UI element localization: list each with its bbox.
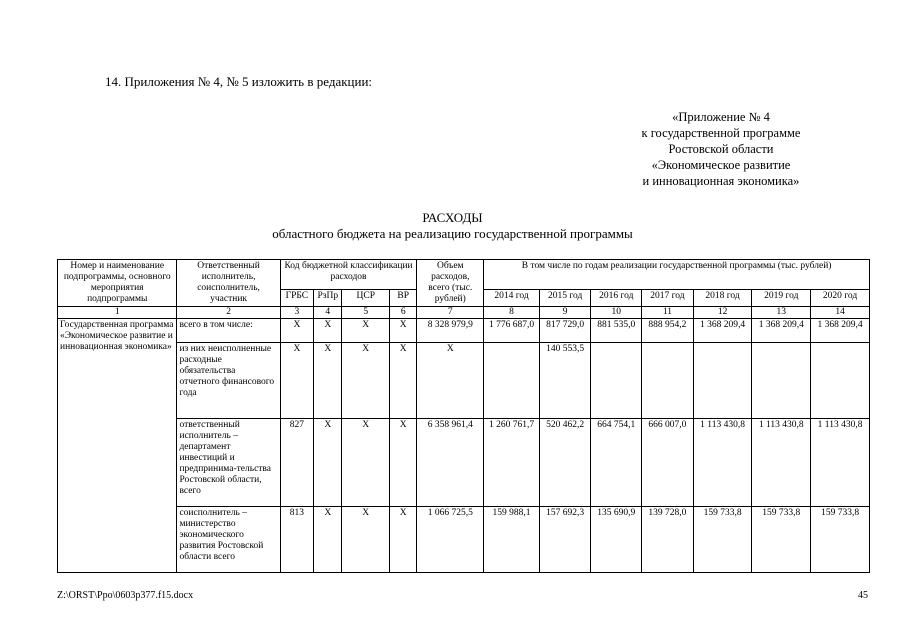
cell-year: 1 260 761,7	[484, 419, 540, 507]
row-label: из них неисполненные расходные обязательства отчетного финансового года	[177, 343, 280, 419]
cell-csr: Х	[342, 343, 390, 419]
column-number: 3	[280, 307, 313, 319]
column-number: 1	[58, 307, 177, 319]
cell-total: 6 358 961,4	[417, 419, 484, 507]
header-vr: ВР	[390, 290, 417, 307]
cell-total: Х	[417, 343, 484, 419]
header-year: 2015 год	[539, 290, 591, 307]
table-row	[58, 507, 870, 573]
cell-year	[811, 343, 870, 419]
column-number: 10	[591, 307, 642, 319]
column-number: 13	[752, 307, 811, 319]
cell-year: 139 728,0	[642, 507, 694, 573]
column-number-row	[58, 307, 870, 319]
cell-grbs: 813	[280, 507, 313, 573]
cell-year	[484, 343, 540, 419]
cell-rzpr: Х	[314, 319, 342, 343]
table-row	[58, 343, 870, 419]
cell-year: 520 462,2	[539, 419, 591, 507]
cell-year: 157 692,3	[539, 507, 591, 573]
header-year: 2018 год	[693, 290, 752, 307]
column-number: 9	[539, 307, 591, 319]
row-label: ответственный исполнитель – департамент инвестиций и предпринима-тельства Ростовской области, всего	[177, 419, 280, 507]
document-title	[0, 210, 905, 242]
header-responsible: Ответственный исполнитель, соисполнитель, участник	[177, 260, 280, 307]
header-year: 2014 год	[484, 290, 540, 307]
header-csr: ЦСР	[342, 290, 390, 307]
cell-grbs: 827	[280, 419, 313, 507]
header-budget-code: Код бюджетной классификации расходов	[280, 260, 417, 290]
cell-rzpr: Х	[314, 507, 342, 573]
cell-year: 1 113 430,8	[811, 419, 870, 507]
column-number: 6	[390, 307, 417, 319]
cell-year: 664 754,1	[591, 419, 642, 507]
cell-grbs: Х	[280, 343, 313, 419]
title-line-1: РАСХОДЫ	[422, 210, 483, 225]
program-name: Государственная программа «Экономическое развитие и инновационная экономика»	[58, 319, 177, 573]
cell-year: 888 954,2	[642, 319, 694, 343]
cell-vr: Х	[390, 343, 417, 419]
column-number: 14	[811, 307, 870, 319]
appendix-line: «Экономическое развитие	[651, 158, 791, 172]
header-year: 2016 год	[591, 290, 642, 307]
column-number: 12	[693, 307, 752, 319]
title-line-2: областного бюджета на реализацию государственной программы	[272, 226, 633, 241]
appendix-line: Ростовской области	[668, 142, 774, 156]
header-row-1	[58, 260, 870, 290]
appendix-line: «Приложение № 4	[672, 110, 770, 124]
cell-year: 159 733,8	[693, 507, 752, 573]
cell-rzpr: Х	[314, 343, 342, 419]
cell-year: 881 535,0	[591, 319, 642, 343]
cell-vr: Х	[390, 419, 417, 507]
header-rzpr: РзПр	[314, 290, 342, 307]
cell-year: 159 733,8	[752, 507, 811, 573]
cell-csr: Х	[342, 319, 390, 343]
cell-vr: Х	[390, 319, 417, 343]
column-number: 2	[177, 307, 280, 319]
cell-year: 817 729,0	[539, 319, 591, 343]
file-path: Z:\ORST\Ppo\0603p377.f15.docx	[57, 590, 194, 601]
cell-year: 1 368 209,4	[752, 319, 811, 343]
cell-year: 1 113 430,8	[752, 419, 811, 507]
appendix-line: и инновационная экономика»	[642, 174, 800, 188]
intro-text: 14. Приложения № 4, № 5 изложить в редакции:	[105, 74, 373, 89]
page-number: 45	[858, 590, 868, 601]
header-year: 2017 год	[642, 290, 694, 307]
cell-vr: Х	[390, 507, 417, 573]
cell-total: 1 066 725,5	[417, 507, 484, 573]
cell-year: 159 988,1	[484, 507, 540, 573]
expenses-table	[57, 259, 870, 573]
cell-year: 1 368 209,4	[811, 319, 870, 343]
header-year: 2020 год	[811, 290, 870, 307]
cell-year: 1 776 687,0	[484, 319, 540, 343]
cell-year	[642, 343, 694, 419]
cell-total: 8 328 979,9	[417, 319, 484, 343]
cell-year	[693, 343, 752, 419]
cell-csr: Х	[342, 507, 390, 573]
header-years: В том числе по годам реализации государственной программы (тыс. рублей)	[484, 260, 870, 290]
cell-year: 159 733,8	[811, 507, 870, 573]
cell-rzpr: Х	[314, 419, 342, 507]
column-number: 4	[314, 307, 342, 319]
table-row	[58, 419, 870, 507]
cell-year	[752, 343, 811, 419]
column-number: 8	[484, 307, 540, 319]
cell-year: 135 690,9	[591, 507, 642, 573]
header-total: Объем расходов, всего (тыс. рублей)	[417, 260, 484, 307]
cell-grbs: Х	[280, 319, 313, 343]
cell-year: 140 553,5	[539, 343, 591, 419]
header-year: 2019 год	[752, 290, 811, 307]
cell-year	[591, 343, 642, 419]
cell-year: 1 368 209,4	[693, 319, 752, 343]
cell-year: 1 113 430,8	[693, 419, 752, 507]
row-label: соисполнитель – министерство экономического развития Ростовской области всего	[177, 507, 280, 573]
row-label: всего в том числе:	[177, 319, 280, 343]
cell-csr: Х	[342, 419, 390, 507]
table-row	[58, 319, 870, 343]
column-number: 11	[642, 307, 694, 319]
cell-year: 666 007,0	[642, 419, 694, 507]
appendix-line: к государственной программе	[641, 126, 801, 140]
header-name: Номер и наименование подпрограммы, основного мероприятия подпрограммы	[58, 260, 177, 307]
appendix-header	[591, 109, 851, 189]
column-number: 5	[342, 307, 390, 319]
column-number: 7	[417, 307, 484, 319]
header-grbs: ГРБС	[280, 290, 313, 307]
